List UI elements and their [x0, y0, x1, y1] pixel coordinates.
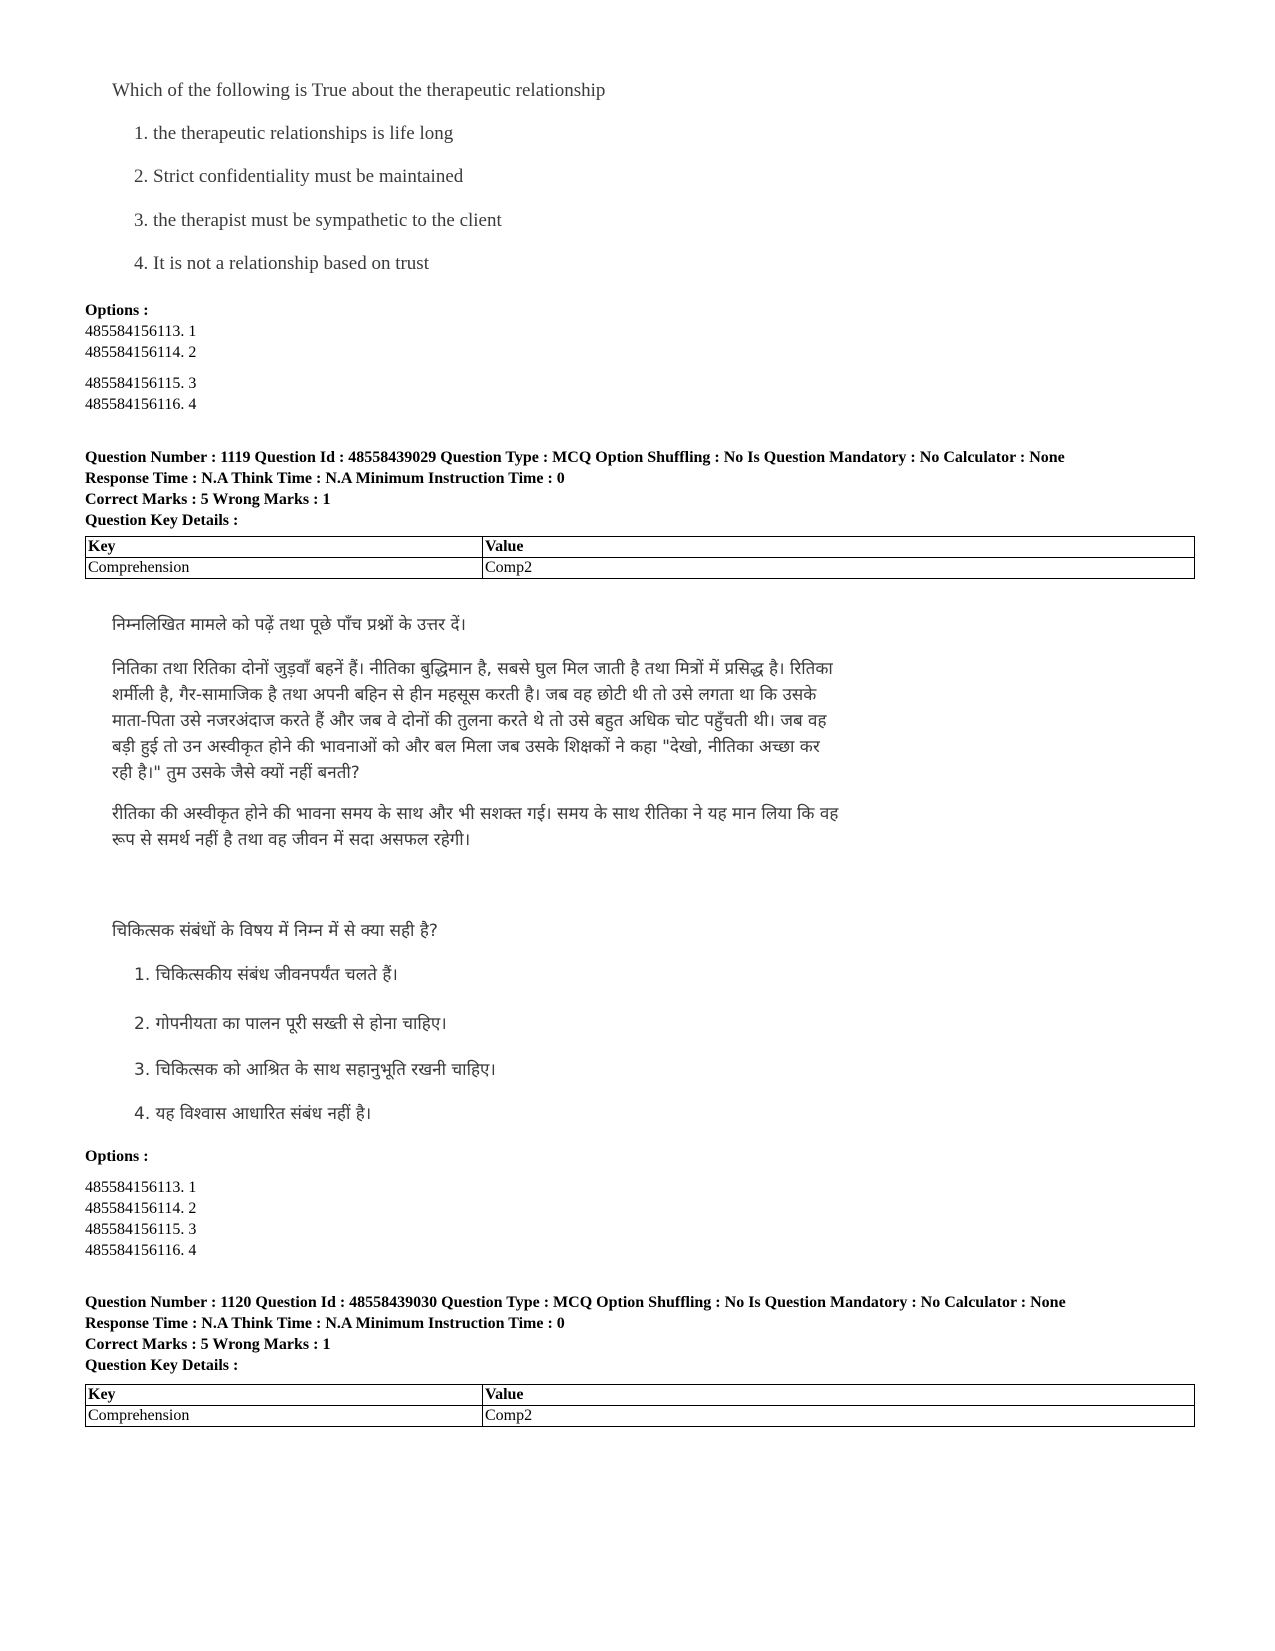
hindi-statement-3: 3. चिकित्सक को आश्रित के साथ सहानुभूति रखनी चाहिए। — [134, 1060, 496, 1080]
statement-4-en: 4. It is not a relationship based on trust — [134, 253, 429, 274]
hindi-statement-1: 1. चिकित्सकीय संबंध जीवनपर्यंत चलते हैं। — [134, 965, 398, 985]
question-meta-line: Question Number : 1120 Question Id : 48558439030 Question Type : MCQ Option Shuffling : No Is Question Mandatory : No Calculator : None — [85, 1294, 1066, 1311]
table-row — [86, 558, 1195, 579]
hindi-statement-2: 2. गोपनीयता का पालन पूरी सख्ती से होना चाहिए। — [134, 1014, 447, 1034]
option-2: 485584156114. 2 — [85, 1200, 197, 1217]
hindi-statement-4: 4. यह विश्वास आधारित संबंध नहीं है। — [134, 1104, 372, 1124]
hindi-question: चिकित्सक संबंधों के विषय में निम्न में से क्या सही है? — [112, 921, 438, 941]
key-header: Key — [86, 1385, 483, 1406]
hindi-para1-line2: शर्मीली है, गैर-सामाजिक है तथा अपनी बहिन से हीन महसूस करती है। जब वह छोटी थी तो उसे लगता था कि उसके — [112, 685, 817, 705]
option-3: 485584156115. 3 — [85, 375, 197, 392]
hindi-para1-line1: नितिका तथा रितिका दोनों जुड़वाँ बहनें हैं। नीतिका बुद्धिमान है, सबसे घुल मिल जाती है तथा मित्रों में प्रसिद्ध है। रितिका — [112, 659, 833, 679]
response-time-line: Response Time : N.A Think Time : N.A Minimum Instruction Time : 0 — [85, 1315, 565, 1332]
hindi-intro: निम्नलिखित मामले को पढ़ें तथा पूछे पाँच प्रश्नों के उत्तर दें। — [112, 615, 466, 635]
options-label: Options : — [85, 302, 149, 319]
question-text-en: Which of the following is True about the therapeutic relationship — [112, 80, 606, 101]
key-cell: Comprehension — [86, 558, 483, 579]
statement-1-en: 1. the therapeutic relationships is life long — [134, 123, 454, 144]
hindi-para1-line4: बड़ी हुई तो उन अस्वीकृत होने की भावनाओं को और बल मिला जब उसके शिक्षकों ने कहा "देखो, नीतिका अच्छा कर — [112, 737, 820, 757]
option-1: 485584156113. 1 — [85, 1179, 197, 1196]
hindi-para1-line5: रही है।" तुम उसके जैसे क्यों नहीं बनती? — [112, 763, 360, 783]
value-header: Value — [483, 537, 1195, 558]
key-cell: Comprehension — [86, 1406, 483, 1427]
hindi-para1-line3: माता-पिता उसे नजरअंदाज करते हैं और जब वे दोनों की तुलना करते थे तो उसे बहुत अधिक चोट पहुँचती थी। जब वह — [112, 711, 827, 731]
hindi-para2-line1: रीतिका की अस्वीकृत होने की भावना समय के साथ और भी सशक्त गई। समय के साथ रीतिका ने यह मान लिया कि वह — [112, 804, 839, 824]
question-meta-line: Question Number : 1119 Question Id : 48558439029 Question Type : MCQ Option Shuffling : No Is Question Mandatory : No Calculator : None — [85, 449, 1065, 466]
table-header-row — [86, 537, 1195, 558]
statement-3-en: 3. the therapist must be sympathetic to the client — [134, 210, 502, 231]
key-details-table — [85, 1384, 1195, 1427]
table-header-row — [86, 1385, 1195, 1406]
value-cell: Comp2 — [483, 1406, 1195, 1427]
option-4: 485584156116. 4 — [85, 396, 197, 413]
option-3: 485584156115. 3 — [85, 1221, 197, 1238]
hindi-para2-line2: रूप से समर्थ नहीं है तथा वह जीवन में सदा असफल रहेगी। — [112, 830, 471, 850]
key-header: Key — [86, 537, 483, 558]
key-details-table — [85, 536, 1195, 579]
option-1: 485584156113. 1 — [85, 323, 197, 340]
option-2: 485584156114. 2 — [85, 344, 197, 361]
table-row — [86, 1406, 1195, 1427]
key-details-label: Question Key Details : — [85, 512, 239, 529]
value-cell: Comp2 — [483, 558, 1195, 579]
options-label: Options : — [85, 1148, 149, 1165]
key-details-label: Question Key Details : — [85, 1357, 239, 1374]
value-header: Value — [483, 1385, 1195, 1406]
marks-line: Correct Marks : 5 Wrong Marks : 1 — [85, 491, 331, 508]
marks-line: Correct Marks : 5 Wrong Marks : 1 — [85, 1336, 331, 1353]
option-4: 485584156116. 4 — [85, 1242, 197, 1259]
statement-2-en: 2. Strict confidentiality must be maintained — [134, 166, 464, 187]
response-time-line: Response Time : N.A Think Time : N.A Minimum Instruction Time : 0 — [85, 470, 565, 487]
